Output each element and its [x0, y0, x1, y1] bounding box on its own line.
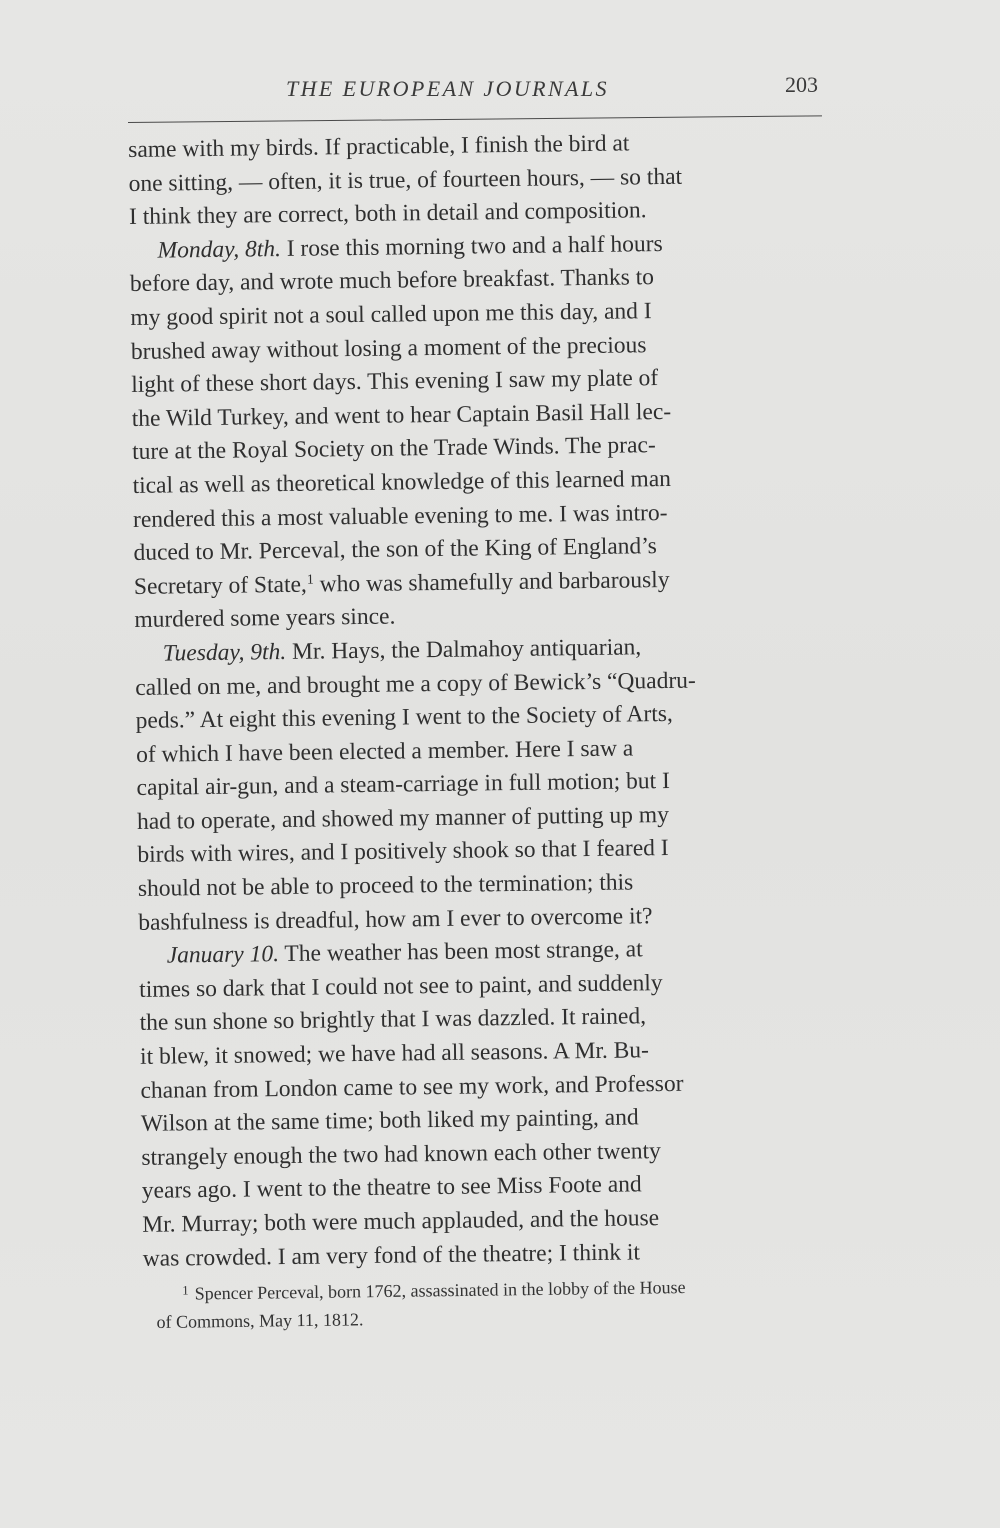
- text-line: before day, and wrote much before breakfast. Thanks to: [129, 264, 655, 298]
- text-line: Monday, 8th. I rose this morning two and a half hours: [157, 230, 663, 264]
- text-line: rendered this a most valuable evening to me. I was intro-: [132, 499, 668, 533]
- text-line: birds with wires, and I positively shook so that I feared I: [137, 835, 669, 869]
- text-line: Secretary of State,$^1$ who was shamefully and barbarously: [133, 566, 670, 600]
- text-line: bashfulness is dreadful, how am I ever to overcome it?: [138, 902, 653, 936]
- text-line: light of these short days. This evening I saw my plate of: [131, 365, 659, 399]
- text-line: should not be able to proceed to the termination; this: [137, 869, 634, 902]
- text-line: of which I have been elected a member. Here I saw a: [135, 735, 634, 768]
- page-number: 203: [785, 72, 818, 97]
- footnote-marker: 1: [182, 1282, 189, 1298]
- text-line: duced to Mr. Perceval, the son of the King of England’s: [133, 533, 658, 567]
- text-line: the Wild Turkey, and went to hear Captain Basil Hall lec-: [131, 398, 672, 432]
- text-line: the sun shone so brightly that I was dazzled. It rained,: [139, 1003, 647, 1037]
- body-text: [128, 125, 868, 1277]
- text-line: tical as well as theoretical knowledge of this learned man: [132, 465, 672, 499]
- footnote: [156, 1271, 857, 1336]
- text-line: capital air-gun, and a steam-carriage in full motion; but I: [136, 768, 671, 802]
- text-line: it blew, it snowed; we have had all seasons. A Mr. Bu-: [139, 1037, 650, 1070]
- text-line: ture at the Royal Society on the Trade Winds. The prac-: [131, 432, 656, 466]
- text-line: strangely enough the two had known each other twenty: [141, 1137, 661, 1171]
- dateline: January 10.: [166, 941, 280, 969]
- text-line: murdered some years since.: [134, 603, 396, 634]
- text-line: Tuesday, 9th. Mr. Hays, the Dalmahoy antiquarian,: [162, 634, 642, 667]
- text-line: was crowded. I am very fond of the theatre; I think it: [142, 1238, 641, 1272]
- text-line: Mr. Murray; both were much applauded, and the house: [142, 1205, 660, 1238]
- text-line: January 10. The weather has been most strange, at: [166, 936, 643, 969]
- footnote-reference: 1: [306, 572, 314, 588]
- text-line: brushed away without losing a moment of the precious: [130, 331, 647, 365]
- text-line: chanan from London came to see my work, and Professor: [140, 1070, 684, 1104]
- footnote-line: $^1$ Spencer Perceval, born 1762, assassinated in the lobby of the House: [182, 1277, 686, 1304]
- running-title: THE EUROPEAN JOURNALS: [286, 76, 609, 101]
- text-line: I think they are correct, both in detail and composition.: [128, 197, 647, 231]
- text-line: Wilson at the same time; both liked my painting, and: [140, 1104, 639, 1138]
- header-rule: [128, 115, 822, 123]
- text-line: same with my birds. If practicable, I finish the bird at: [128, 130, 630, 163]
- text-line: times so dark that I could not see to paint, and suddenly: [139, 969, 663, 1003]
- text-line: called on me, and brought me a copy of Bewick’s “Quadru-: [135, 667, 696, 701]
- dateline: Tuesday, 9th.: [162, 638, 287, 667]
- text-line: peds.” At eight this evening I went to the Society of Arts,: [135, 701, 673, 735]
- text-line: one sitting, — often, it is true, of fourteen hours, — so that: [128, 163, 683, 197]
- text-line: had to operate, and showed my manner of putting up my: [136, 801, 670, 835]
- footnote-line: of Commons, May 11, 1812.: [156, 1309, 364, 1332]
- text-line: my good spirit not a soul called upon me this day, and I: [130, 298, 652, 331]
- dateline: Monday, 8th.: [157, 235, 282, 264]
- text-line: years ago. I went to the theatre to see Miss Foote and: [141, 1171, 642, 1205]
- page-header: [128, 68, 822, 108]
